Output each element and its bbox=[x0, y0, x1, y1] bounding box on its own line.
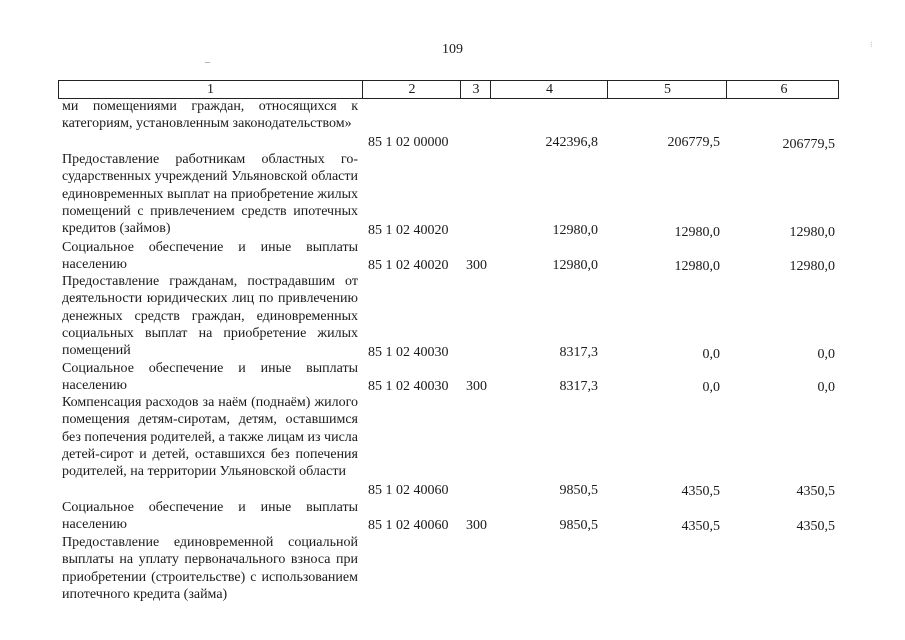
row-description: Социальное обеспечение и иные выплаты населению bbox=[62, 240, 358, 273]
row-value-col4: 12980,0 bbox=[552, 258, 598, 273]
corner-mark: ⁝ bbox=[870, 40, 873, 49]
column-header-6: 6 bbox=[726, 81, 841, 98]
row-value-col4: 242396,8 bbox=[545, 135, 598, 150]
column-header-3: 3 bbox=[460, 81, 491, 98]
column-header-5: 5 bbox=[607, 81, 727, 98]
column-header-2: 2 bbox=[362, 81, 461, 98]
row-description: ми помещениями граждан, относящихся к категориям, установленным законодательством» bbox=[62, 99, 358, 132]
row-value-col5: 0,0 bbox=[702, 347, 720, 362]
row-code: 85 1 02 40030 bbox=[368, 345, 449, 360]
table-header bbox=[58, 80, 839, 99]
column-header-1: 1 bbox=[207, 82, 214, 97]
row-value-col5: 4350,5 bbox=[681, 484, 720, 499]
column-header-4: 4 bbox=[490, 81, 608, 98]
row-value-col6: 206779,5 bbox=[782, 137, 835, 152]
row-expense-type: 300 bbox=[466, 258, 487, 273]
row-value-col4: 12980,0 bbox=[552, 223, 598, 238]
row-code: 85 1 02 40030 bbox=[368, 379, 449, 394]
row-description: Предоставление единовременной социальной выплаты на уплату первоначального взноса при приобретении (строительстве) с использованием ипотечного кредита (займа) bbox=[62, 535, 358, 602]
page-number: 109 bbox=[442, 42, 463, 57]
row-value-col6: 0,0 bbox=[817, 347, 835, 362]
row-value-col6: 4350,5 bbox=[796, 484, 835, 499]
row-value-col4: 8317,3 bbox=[559, 379, 598, 394]
row-value-col5: 12980,0 bbox=[674, 259, 720, 274]
row-code: 85 1 02 40020 bbox=[368, 258, 449, 273]
row-description: Компенсация расходов за наём (поднаём) жилого помещения детям-сиротам, детям, оставшимся без попечения родителей, а также лицам из числа детей-сирот и детей, оставшихся без попечения родителей, на территории Ульяновской области bbox=[62, 395, 358, 480]
row-expense-type: 300 bbox=[466, 518, 487, 533]
stray-mark: – bbox=[205, 57, 210, 68]
row-value-col6: 4350,5 bbox=[796, 519, 835, 534]
row-value-col4: 8317,3 bbox=[559, 345, 598, 360]
row-description: Социальное обеспечение и иные выплаты населению bbox=[62, 361, 358, 394]
row-description: Предоставление гражданам, пострадавшим от деятельности юридических лиц по привлечению денежных средств граждан, единовременных социальных выплат на приобретение жилых помещений bbox=[62, 274, 358, 359]
row-code: 85 1 02 40060 bbox=[368, 483, 449, 498]
row-value-col6: 12980,0 bbox=[789, 225, 835, 240]
row-value-col6: 12980,0 bbox=[789, 259, 835, 274]
row-description: Социальное обеспечение и иные выплаты населению bbox=[62, 500, 358, 533]
row-code: 85 1 02 40060 bbox=[368, 518, 449, 533]
row-value-col5: 206779,5 bbox=[667, 135, 720, 150]
row-value-col5: 4350,5 bbox=[681, 519, 720, 534]
row-code: 85 1 02 00000 bbox=[368, 135, 449, 150]
row-value-col5: 0,0 bbox=[702, 380, 720, 395]
row-value-col4: 9850,5 bbox=[559, 483, 598, 498]
row-value-col5: 12980,0 bbox=[674, 225, 720, 240]
row-description: Предоставление работникам областных государственных учреждений Ульяновской области единовременных выплат на приобретение жилых помещений с привлечением средств ипотечных кредитов (займов) bbox=[62, 152, 358, 237]
row-expense-type: 300 bbox=[466, 379, 487, 394]
row-value-col6: 0,0 bbox=[817, 380, 835, 395]
row-code: 85 1 02 40020 bbox=[368, 223, 449, 238]
row-value-col4: 9850,5 bbox=[559, 518, 598, 533]
